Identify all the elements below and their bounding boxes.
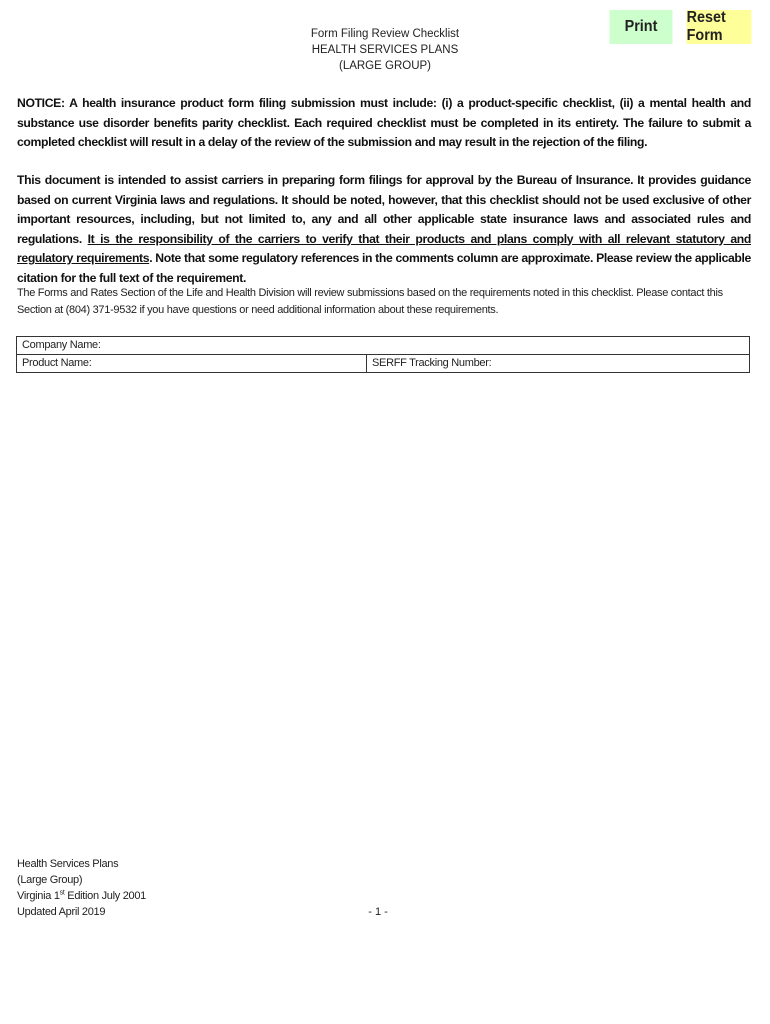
product-name-field[interactable]: Product Name:: [22, 357, 92, 369]
intent-text-before: This document is intended to assist carriers in preparing form filings for approval by the Bureau of Insurance. It provides guidance based on current Virginia laws and regulations. It should be noted, however, that this checklist should not be used exclusive of other important resources, including, but not limited to, any and all other applicable state insurance laws and associated rules and regulations.: [17, 173, 751, 246]
notice-paragraph: NOTICE: A health insurance product form filing submission must include: (i) a product-specific checklist, (ii) a mental health and substance use disorder benefits parity checklist. Each required checklist must be completed in its entirety. The failure to submit a completed checklist will result in a delay of the review of the submission and may result in the rejection of the filing.: [17, 96, 751, 149]
company-info-table: [16, 336, 750, 373]
document-footer: [17, 856, 146, 920]
company-name-field[interactable]: Company Name:: [22, 339, 101, 351]
header-plan-type: HEALTH SERVICES PLANS: [311, 44, 459, 56]
header-title: Form Filing Review Checklist: [310, 28, 460, 40]
footer-edition-pre: Virginia 1: [17, 890, 60, 902]
page-number: - 1 -: [368, 906, 388, 918]
footer-edition-sup: st: [59, 889, 65, 897]
intent-text-after: . Note that some regulatory references in the comments column are approximate. Please review the applicable citation for the full text of the requirement.: [17, 251, 751, 285]
footer-edition: [17, 888, 146, 904]
print-button[interactable]: Print: [610, 10, 673, 44]
company-name-row: [17, 337, 749, 354]
product-row: [17, 354, 749, 372]
footer-updated: Updated April 2019: [17, 906, 106, 918]
header-group: (LARGE GROUP): [338, 60, 431, 72]
footer-plan-name: Health Services Plans: [17, 858, 119, 870]
footer-group: (Large Group): [17, 874, 83, 886]
footer-edition-post: Edition July 2001: [64, 890, 146, 902]
reset-form-button[interactable]: Reset Form: [687, 10, 752, 44]
document-header: [0, 26, 770, 74]
intent-paragraph: [17, 171, 751, 288]
serff-tracking-field[interactable]: SERFF Tracking Number:: [372, 357, 492, 369]
intent-text-underlined: It is the responsibility of the carriers to verify that their products and plans comply with all relevant statutory and regulatory requirements: [17, 231, 751, 265]
contact-paragraph: The Forms and Rates Section of the Life and Health Division will review submissions based on the requirements noted in this checklist. Please contact this Section at (804) 371-9532 if you have questions or need additional information about these requirements.: [17, 287, 723, 316]
